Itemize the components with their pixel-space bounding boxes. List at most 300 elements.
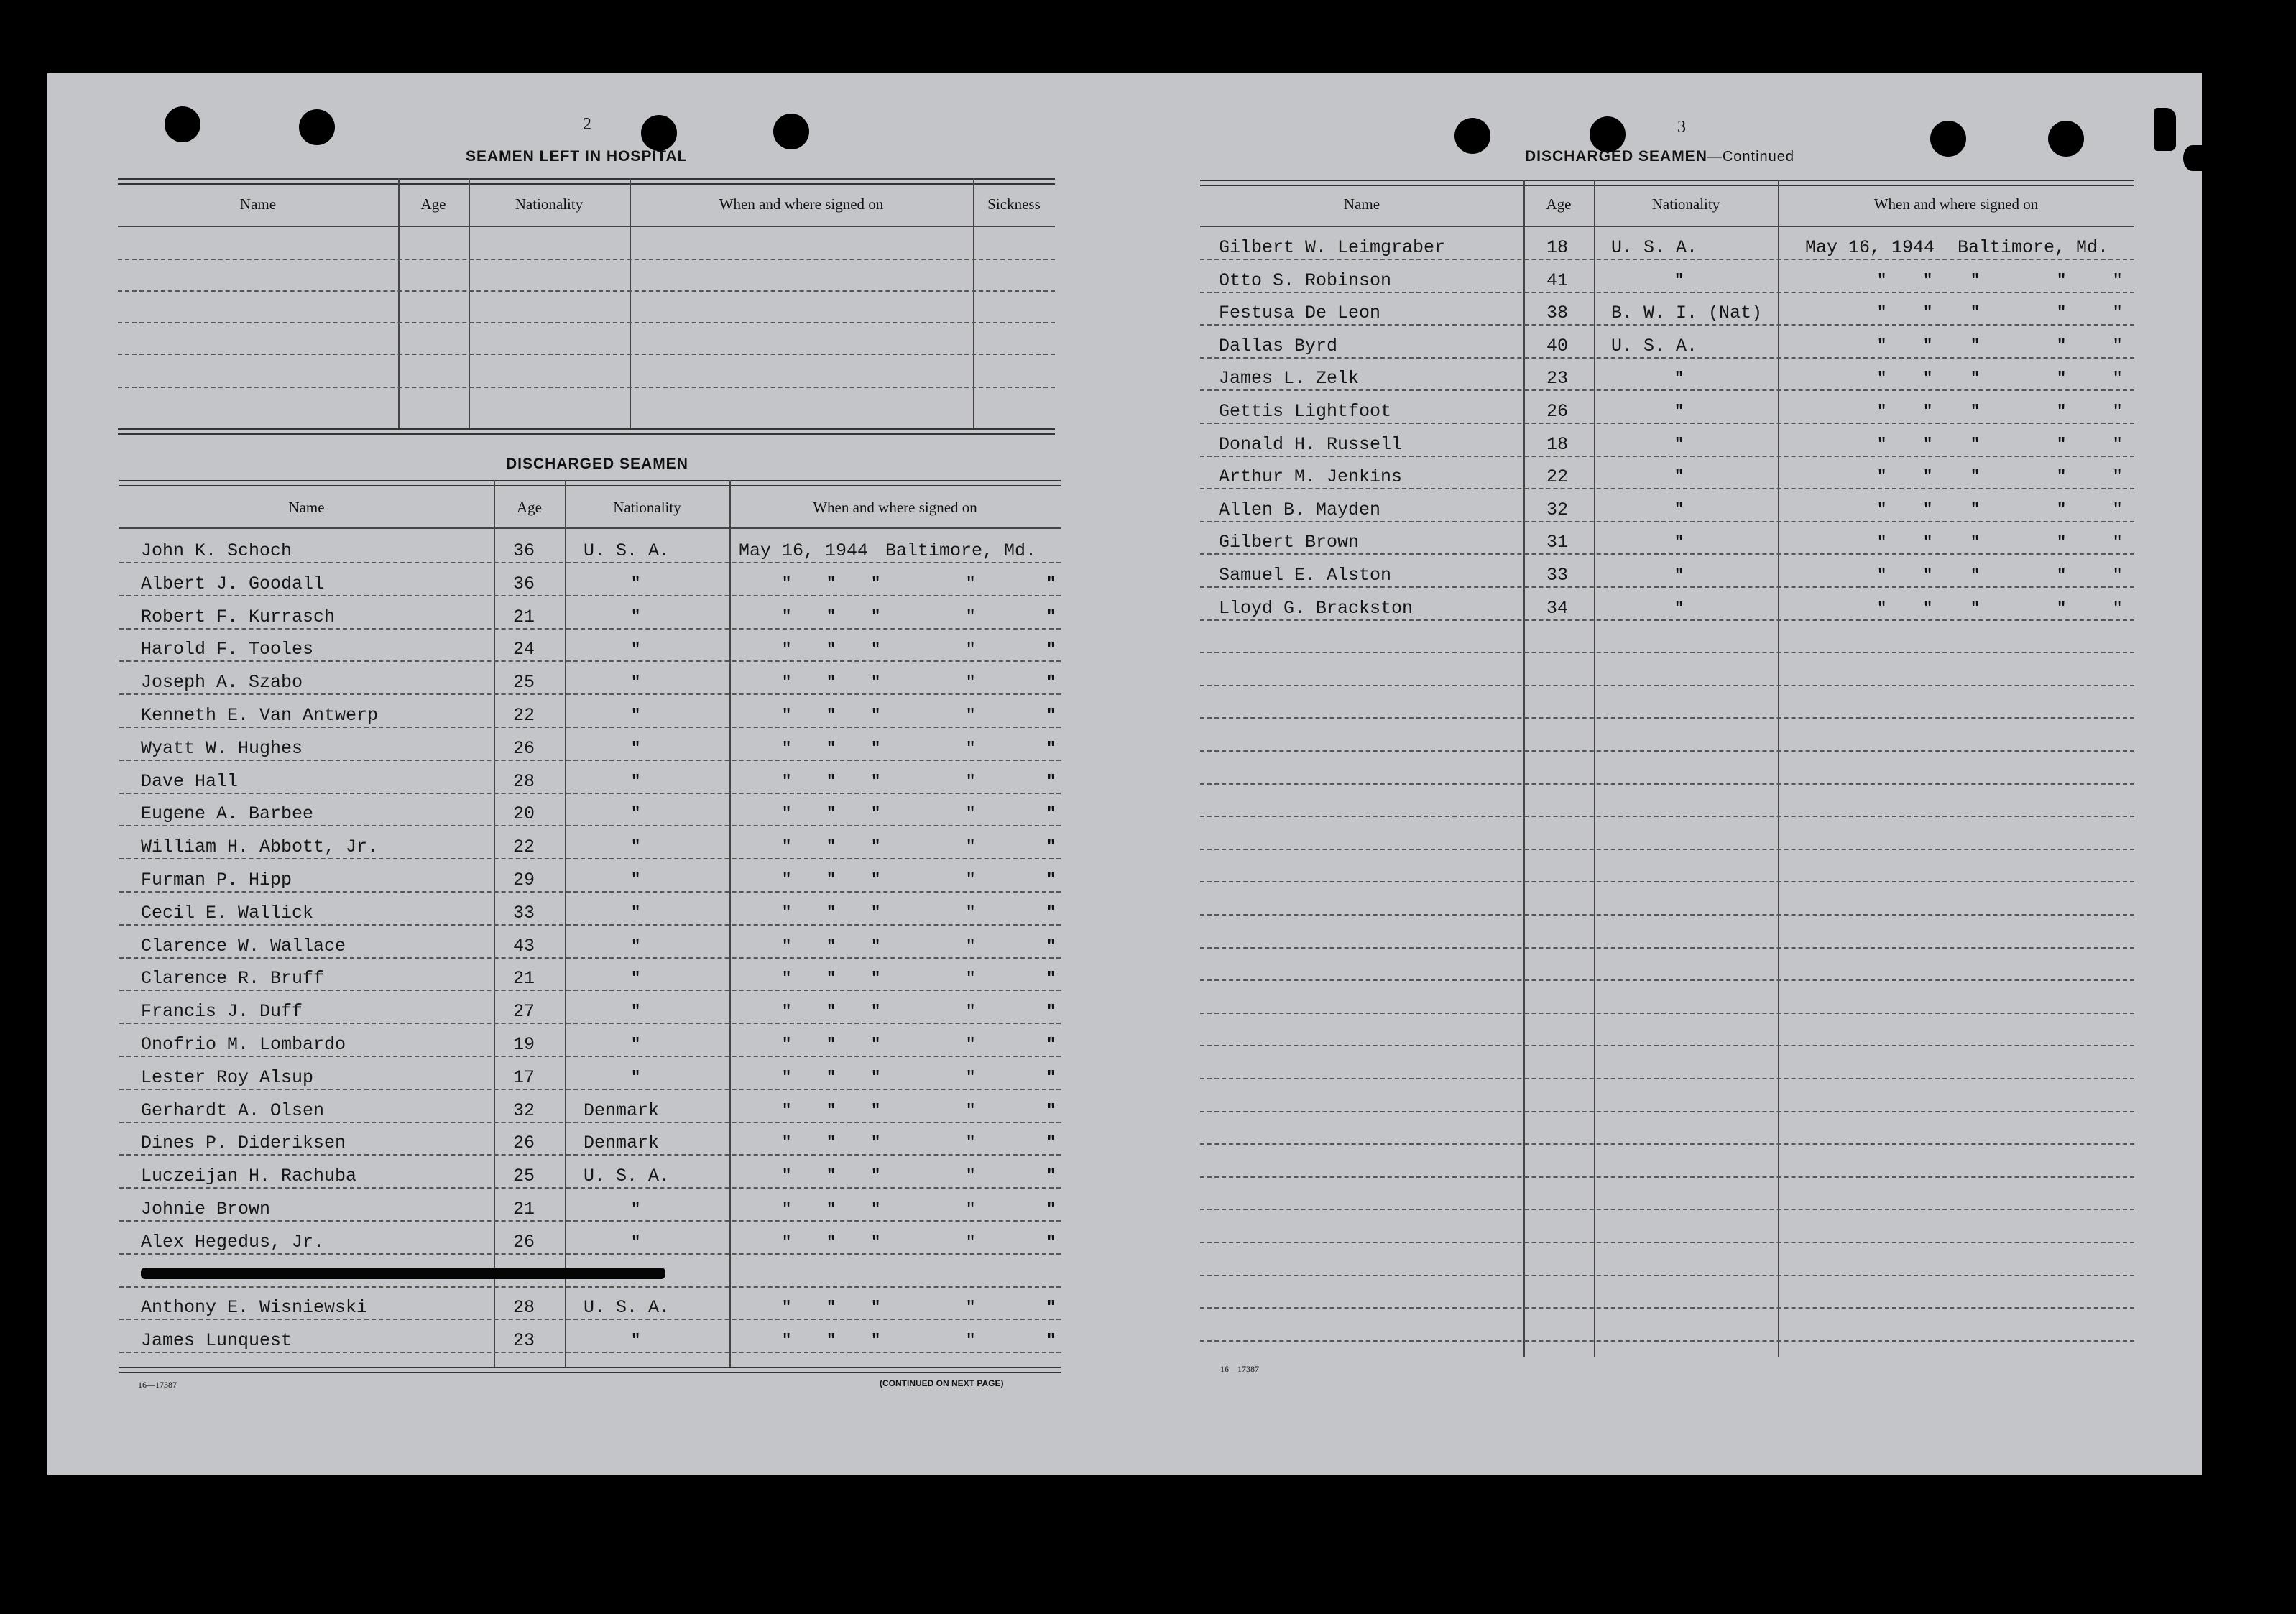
seaman-name: Clarence W. Wallace — [141, 935, 346, 956]
signed-on-date-ditto: " — [871, 1036, 881, 1053]
signed-on-place-ditto: " — [2057, 468, 2067, 486]
signed-on-date-ditto: " — [1970, 369, 1981, 388]
signed-on-date-ditto: " — [1923, 500, 1933, 519]
signed-on-date-ditto: " — [1877, 369, 1887, 388]
signed-on-date-ditto: " — [826, 1002, 836, 1021]
seaman-nationality: " — [631, 1232, 641, 1251]
signed-on-place-ditto: " — [2113, 533, 2123, 552]
signed-on-date-ditto: " — [1923, 599, 1933, 617]
signed-on-date-ditto: " — [1877, 336, 1887, 355]
seaman-nationality: " — [631, 1332, 641, 1350]
seaman-nationality: " — [631, 640, 641, 659]
seaman-name: Anthony E. Wisniewski — [141, 1297, 368, 1319]
seaman-nationality: U. S. A. — [1611, 335, 1698, 356]
signed-on-date-ditto: " — [782, 640, 792, 659]
signed-on-date-ditto: " — [871, 574, 881, 593]
seaman-name: Otto S. Robinson — [1219, 269, 1392, 291]
continued-note: (CONTINUED ON NEXT PAGE) — [880, 1378, 1004, 1388]
signed-on-place-ditto: " — [966, 936, 976, 955]
signed-on-place-ditto: " — [2057, 566, 2067, 584]
signed-on-place-ditto: " — [966, 640, 976, 659]
seaman-age: 32 — [1546, 499, 1569, 520]
signed-on-date-ditto: " — [782, 1101, 792, 1120]
signed-on-date-ditto: " — [1877, 435, 1887, 453]
seaman-name: Alex Hegedus, Jr. — [141, 1231, 325, 1253]
signed-on-date-ditto: " — [1877, 468, 1887, 486]
seaman-age: 36 — [513, 540, 535, 561]
seaman-name: Johnie Brown — [141, 1199, 271, 1219]
seaman-nationality: " — [1674, 271, 1684, 290]
signed-on-date-ditto: " — [826, 1101, 836, 1120]
signed-on-place-ditto: " — [1046, 739, 1056, 757]
continued-header-age: Age — [1546, 195, 1572, 213]
signed-on-place-ditto: " — [966, 1134, 976, 1153]
seaman-name: Donald H. Russell — [1219, 433, 1403, 455]
signed-on-date-ditto: " — [871, 838, 881, 857]
discharged-header-age: Age — [517, 499, 542, 516]
seaman-name: Harold F. Tooles — [141, 639, 314, 660]
signed-on-place-ditto: " — [966, 607, 976, 626]
signed-on-date-ditto: " — [782, 1002, 792, 1021]
signed-on-date-ditto: " — [782, 1167, 792, 1186]
signed-on-date-ditto: " — [826, 706, 836, 724]
signed-on-date-ditto: " — [1877, 271, 1887, 290]
seaman-name: John K. Schoch — [141, 540, 292, 561]
discharged-header-name: Name — [288, 499, 325, 516]
seaman-nationality: " — [631, 607, 641, 626]
seaman-age: 26 — [513, 737, 535, 759]
signed-on-place-ditto: " — [1046, 1101, 1056, 1120]
continued-header-name: Name — [1343, 195, 1380, 213]
signed-on-date-ditto: " — [1877, 566, 1887, 584]
seaman-nationality: " — [631, 1200, 641, 1218]
discharged-continued-title-cont: —Continued — [1707, 149, 1795, 165]
signed-on-place-ditto: " — [2113, 304, 2123, 323]
seaman-age: 33 — [513, 902, 535, 923]
signed-on-place-ditto: " — [1046, 1002, 1056, 1021]
seaman-age: 27 — [513, 1001, 535, 1023]
seaman-nationality: " — [631, 1068, 641, 1087]
signed-on-place-ditto: " — [2113, 369, 2123, 388]
signed-on-date-ditto: " — [826, 1167, 836, 1186]
scan-mark — [2183, 145, 2202, 171]
seaman-age: 25 — [513, 1166, 535, 1187]
signed-on-place-ditto: " — [1046, 903, 1056, 922]
signed-on-place-ditto: " — [1046, 1232, 1056, 1251]
signed-on-date-ditto: " — [782, 903, 792, 922]
signed-on-place-ditto: " — [966, 805, 976, 824]
scan-mark — [2154, 108, 2176, 151]
document-sheet — [47, 73, 2202, 1475]
discharged-title: DISCHARGED SEAMEN — [506, 456, 688, 472]
signed-on-place-ditto: " — [2113, 468, 2123, 486]
signed-on-date-ditto: " — [871, 1299, 881, 1317]
signed-on-date-ditto: " — [1923, 435, 1933, 453]
signed-on-place-ditto: " — [1046, 706, 1056, 724]
seaman-nationality: " — [1674, 566, 1684, 584]
seaman-age: 33 — [1546, 565, 1569, 586]
signed-on-date-ditto: " — [826, 1200, 836, 1218]
seaman-nationality: " — [631, 739, 641, 757]
signed-on-place-ditto: " — [1046, 1332, 1056, 1350]
signed-on-date-ditto: " — [782, 871, 792, 889]
signed-on-date-ditto: " — [1970, 533, 1981, 552]
discharged-table-right — [1200, 180, 2134, 1357]
signed-on-date-ditto: " — [782, 673, 792, 692]
signed-on-place-ditto: " — [2057, 336, 2067, 355]
signed-on-place-ditto: " — [2057, 304, 2067, 323]
signed-on-place-ditto: " — [966, 871, 976, 889]
hospital-table — [118, 178, 1055, 435]
signed-on-place-ditto: " — [1046, 871, 1056, 889]
seaman-nationality: " — [631, 1036, 641, 1053]
signed-on-date-ditto: " — [782, 739, 792, 757]
signed-on-place-ditto: " — [1046, 838, 1056, 857]
signed-on-date-ditto: " — [1923, 533, 1933, 552]
signed-on-date-ditto: " — [782, 1332, 792, 1350]
seaman-age: 21 — [513, 606, 535, 627]
seaman-age: 18 — [1546, 237, 1569, 258]
signed-on-place-ditto: " — [2057, 533, 2067, 552]
discharged-continued-title-main: DISCHARGED SEAMEN — [1525, 148, 1707, 165]
signed-on-date-ditto: " — [826, 969, 836, 988]
seaman-age: 29 — [513, 870, 535, 890]
seaman-age: 20 — [513, 803, 535, 825]
signed-on-date-ditto: " — [871, 805, 881, 824]
signed-on-place-ditto: " — [2057, 500, 2067, 519]
signed-on-date-ditto: " — [782, 1036, 792, 1053]
seaman-age: 43 — [513, 935, 535, 956]
signed-on-place-ditto: " — [966, 574, 976, 593]
signed-on-date-ditto: " — [1923, 402, 1933, 420]
seaman-age: 21 — [513, 968, 535, 990]
seaman-nationality: U. S. A. — [584, 1166, 670, 1187]
signed-on-place-ditto: " — [2113, 336, 2123, 355]
signed-on-date-ditto: " — [826, 607, 836, 626]
signed-on-place-ditto: " — [1046, 1068, 1056, 1087]
signed-on-place-ditto: " — [2113, 271, 2123, 290]
seaman-age: 18 — [1546, 433, 1569, 455]
signed-on-date-ditto: " — [782, 969, 792, 988]
seaman-name: Lester Roy Alsup — [141, 1066, 314, 1088]
signed-on-place-ditto: " — [2113, 566, 2123, 584]
signed-on-date-ditto: " — [871, 739, 881, 757]
form-code: 16—17387 — [138, 1380, 177, 1390]
signed-on-date-ditto: " — [871, 1101, 881, 1120]
signed-on-place-ditto: " — [2113, 435, 2123, 453]
signed-on-date-ditto: " — [871, 903, 881, 922]
signed-on-place-ditto: " — [966, 1232, 976, 1251]
signed-on-date-ditto: " — [1923, 336, 1933, 355]
signed-on-place-ditto: " — [966, 1002, 976, 1021]
signed-on-place-ditto: " — [1046, 772, 1056, 790]
signed-on-date-ditto: " — [826, 871, 836, 889]
seaman-name: Dines P. Dideriksen — [141, 1133, 346, 1154]
seaman-name: Festusa De Leon — [1219, 303, 1381, 324]
signed-on-date-ditto: " — [782, 805, 792, 824]
seaman-age: 26 — [513, 1231, 535, 1253]
signed-on-place-ditto: " — [966, 838, 976, 857]
signed-on-place-ditto: " — [966, 1167, 976, 1186]
signed-on-place-ditto: " — [1046, 1167, 1056, 1186]
signed-on-date-ditto: " — [826, 1068, 836, 1087]
signed-on-date-ditto: " — [1970, 304, 1981, 323]
signed-on-place-ditto: " — [1046, 1036, 1056, 1053]
signed-on-date-ditto: " — [1970, 402, 1981, 420]
signed-on-date-ditto: " — [871, 1332, 881, 1350]
signed-on-place-ditto: " — [2113, 402, 2123, 420]
signed-on-place-ditto: " — [966, 969, 976, 988]
seaman-nationality: " — [631, 903, 641, 922]
signed-on-date-ditto: " — [1923, 304, 1933, 323]
seaman-name: Lloyd G. Brackston — [1219, 597, 1414, 619]
seaman-nationality: Denmark — [584, 1133, 660, 1154]
seaman-name: Clarence R. Bruff — [141, 968, 325, 990]
signed-on-date-ditto: " — [782, 574, 792, 593]
signed-on-place-ditto: " — [966, 673, 976, 692]
signed-on-place-ditto: " — [966, 706, 976, 724]
seaman-name: Joseph A. Szabo — [141, 672, 303, 693]
signed-on-date-ditto: " — [782, 838, 792, 857]
signed-on-place-ditto: " — [966, 1299, 976, 1317]
seaman-name: Gilbert W. Leimgraber — [1219, 237, 1446, 258]
signed-on-date-ditto: " — [826, 1232, 836, 1251]
signed-on-date-ditto: " — [1877, 533, 1887, 552]
signed-on-date-ditto: " — [826, 1332, 836, 1350]
continued-header-signed-on: When and where signed on — [1873, 195, 2039, 213]
seaman-nationality: " — [1674, 402, 1684, 420]
seaman-name: Gerhardt A. Olsen — [141, 1099, 325, 1121]
seaman-name: William H. Abbott, Jr. — [141, 836, 379, 858]
seaman-nationality: " — [1674, 500, 1684, 519]
page-number: 2 — [583, 115, 591, 134]
signed-on-date-ditto: " — [782, 706, 792, 724]
signed-on-date-ditto: " — [1970, 271, 1981, 290]
signed-on-date-ditto: " — [871, 706, 881, 724]
seaman-nationality: U. S. A. — [1611, 237, 1698, 258]
seaman-name: Albert J. Goodall — [141, 573, 325, 594]
seaman-name: Francis J. Duff — [141, 1001, 303, 1023]
signed-on-place-ditto: " — [2057, 402, 2067, 420]
seaman-name: Gilbert Brown — [1219, 532, 1360, 553]
signed-on-place-ditto: " — [2113, 599, 2123, 617]
signed-on-date: May 16, 1944 — [1805, 237, 1935, 258]
signed-on-place-ditto: " — [966, 772, 976, 790]
seaman-age: 32 — [513, 1099, 535, 1121]
signed-on-date-ditto: " — [826, 574, 836, 593]
signed-on-place-ditto: " — [2113, 500, 2123, 519]
punch-hole — [1454, 118, 1490, 154]
signed-on-place-ditto: " — [1046, 969, 1056, 988]
signed-on-date-ditto: " — [826, 936, 836, 955]
seaman-nationality: " — [1674, 435, 1684, 453]
discharged-header-nationality: Nationality — [613, 499, 681, 516]
punch-hole — [299, 109, 335, 145]
punch-hole — [1590, 116, 1626, 152]
seaman-age: 22 — [1546, 466, 1569, 488]
signed-on-date-ditto: " — [1923, 369, 1933, 388]
seaman-age: 28 — [513, 770, 535, 792]
signed-on-date-ditto: " — [826, 838, 836, 857]
signed-on-place: Baltimore, Md. — [885, 540, 1037, 561]
signed-on-place-ditto: " — [1046, 1200, 1056, 1218]
discharged-table-left — [119, 480, 1061, 1374]
signed-on-place-ditto: " — [966, 739, 976, 757]
seaman-age: 31 — [1546, 532, 1569, 553]
seaman-age: 17 — [513, 1066, 535, 1088]
signed-on-place-ditto: " — [1046, 936, 1056, 955]
seaman-age: 25 — [513, 672, 535, 693]
signed-on-date-ditto: " — [826, 739, 836, 757]
signed-on-date-ditto: " — [871, 969, 881, 988]
seaman-nationality: " — [1674, 468, 1684, 486]
seaman-name: Gettis Lightfoot — [1219, 401, 1392, 422]
signed-on-date-ditto: " — [1877, 402, 1887, 420]
seaman-nationality: " — [631, 871, 641, 889]
signed-on-date-ditto: " — [1923, 271, 1933, 290]
seaman-name: Wyatt W. Hughes — [141, 737, 303, 759]
seaman-age: 19 — [513, 1034, 535, 1055]
signed-on-date-ditto: " — [826, 673, 836, 692]
hospital-header-sickness: Sickness — [987, 195, 1041, 213]
signed-on-date-ditto: " — [871, 673, 881, 692]
seaman-nationality: U. S. A. — [584, 540, 670, 561]
seaman-nationality: U. S. A. — [584, 1297, 670, 1319]
signed-on-place-ditto: " — [1046, 607, 1056, 626]
seaman-nationality: " — [1674, 599, 1684, 617]
seaman-nationality: " — [631, 838, 641, 857]
signed-on-place-ditto: " — [2057, 599, 2067, 617]
seaman-age: 28 — [513, 1297, 535, 1319]
signed-on-date-ditto: " — [782, 607, 792, 626]
signed-on-date-ditto: " — [871, 936, 881, 955]
seaman-age: 41 — [1546, 269, 1569, 291]
seaman-nationality: Denmark — [584, 1099, 660, 1121]
signed-on-date-ditto: " — [782, 1134, 792, 1153]
signed-on-place-ditto: " — [1046, 574, 1056, 593]
signed-on-date-ditto: " — [871, 1068, 881, 1087]
signed-on-date-ditto: " — [782, 772, 792, 790]
seaman-nationality: " — [631, 574, 641, 593]
signed-on-date-ditto: " — [782, 1068, 792, 1087]
continued-header-nationality: Nationality — [1651, 195, 1720, 213]
seaman-name: James Lunquest — [141, 1330, 292, 1352]
signed-on-date-ditto: " — [826, 1036, 836, 1053]
signed-on-date-ditto: " — [871, 871, 881, 889]
signed-on-date-ditto: " — [871, 1002, 881, 1021]
seaman-name: Dave Hall — [141, 770, 239, 792]
seaman-age: 34 — [1546, 597, 1569, 619]
seaman-age: 21 — [513, 1199, 535, 1219]
signed-on-date-ditto: " — [826, 640, 836, 659]
punch-hole — [165, 106, 200, 142]
signed-on-date-ditto: " — [1970, 336, 1981, 355]
seaman-nationality: B. W. I. (Nat) — [1611, 303, 1763, 324]
signed-on-date-ditto: " — [782, 936, 792, 955]
seaman-name: James L. Zelk — [1219, 368, 1360, 389]
signed-on-place-ditto: " — [1046, 673, 1056, 692]
seaman-age: 38 — [1546, 303, 1569, 324]
signed-on-place-ditto: " — [966, 903, 976, 922]
discharged-header-signed-on: When and where signed on — [813, 499, 977, 516]
seaman-nationality: " — [1674, 369, 1684, 388]
seaman-age: 23 — [1546, 368, 1569, 389]
signed-on-place-ditto: " — [2057, 369, 2067, 388]
signed-on-date-ditto: " — [782, 1232, 792, 1251]
seaman-age: 24 — [513, 639, 535, 660]
seaman-nationality: " — [1674, 533, 1684, 552]
seaman-nationality: " — [631, 936, 641, 955]
seaman-nationality: " — [631, 805, 641, 824]
signed-on-place-ditto: " — [966, 1036, 976, 1053]
signed-on-date-ditto: " — [871, 1232, 881, 1251]
seaman-age: 22 — [513, 705, 535, 726]
punch-hole — [773, 114, 809, 149]
punch-hole — [641, 115, 677, 151]
seaman-name: Robert F. Kurrasch — [141, 606, 336, 627]
seaman-nationality: " — [631, 706, 641, 724]
signed-on-place-ditto: " — [966, 1101, 976, 1120]
seaman-nationality: " — [631, 969, 641, 988]
signed-on-place-ditto: " — [966, 1200, 976, 1218]
seaman-name: Eugene A. Barbee — [141, 803, 314, 825]
signed-on-date-ditto: " — [1923, 566, 1933, 584]
signed-on-place-ditto: " — [2057, 435, 2067, 453]
seaman-name: Arthur M. Jenkins — [1219, 466, 1403, 488]
signed-on-place-ditto: " — [2057, 271, 2067, 290]
seaman-name: Samuel E. Alston — [1219, 565, 1392, 586]
seaman-age: 22 — [513, 836, 535, 858]
signed-on-date-ditto: " — [871, 1134, 881, 1153]
signed-on-place-ditto: " — [1046, 1299, 1056, 1317]
signed-on-date-ditto: " — [1970, 435, 1981, 453]
signed-on-date-ditto: " — [826, 1134, 836, 1153]
signed-on-date-ditto: " — [871, 1167, 881, 1186]
punch-hole — [2048, 121, 2084, 157]
signed-on-place: Baltimore, Md. — [1958, 237, 2109, 258]
signed-on-date-ditto: " — [1970, 468, 1981, 486]
hospital-header-signed-on: When and where signed on — [719, 195, 884, 213]
hospital-header-nationality: Nationality — [515, 195, 584, 213]
signed-on-date-ditto: " — [826, 1299, 836, 1317]
signed-on-date: May 16, 1944 — [739, 540, 869, 561]
seaman-age: 40 — [1546, 335, 1569, 356]
signed-on-date-ditto: " — [1877, 599, 1887, 617]
signed-on-date-ditto: " — [1923, 468, 1933, 486]
signed-on-date-ditto: " — [1970, 566, 1981, 584]
seaman-name: Luczeijan H. Rachuba — [141, 1166, 357, 1187]
signed-on-date-ditto: " — [1970, 500, 1981, 519]
signed-on-date-ditto: " — [826, 772, 836, 790]
signed-on-date-ditto: " — [826, 805, 836, 824]
punch-hole — [1930, 121, 1966, 157]
hospital-title: SEAMEN LEFT IN HOSPITAL — [466, 148, 688, 165]
struck-out-entry — [141, 1268, 665, 1279]
page-number: 3 — [1677, 118, 1686, 137]
seaman-nationality: " — [631, 673, 641, 692]
signed-on-place-ditto: " — [1046, 1134, 1056, 1153]
signed-on-place-ditto: " — [966, 1332, 976, 1350]
seaman-age: 23 — [513, 1330, 535, 1352]
signed-on-date-ditto: " — [782, 1200, 792, 1218]
seaman-name: Kenneth E. Van Antwerp — [141, 705, 379, 726]
seaman-age: 26 — [1546, 401, 1569, 422]
seaman-name: Furman P. Hipp — [141, 870, 292, 890]
signed-on-place-ditto: " — [1046, 805, 1056, 824]
discharged-continued-title — [1525, 148, 1794, 165]
signed-on-place-ditto: " — [1046, 640, 1056, 659]
seaman-name: Allen B. Mayden — [1219, 499, 1381, 520]
